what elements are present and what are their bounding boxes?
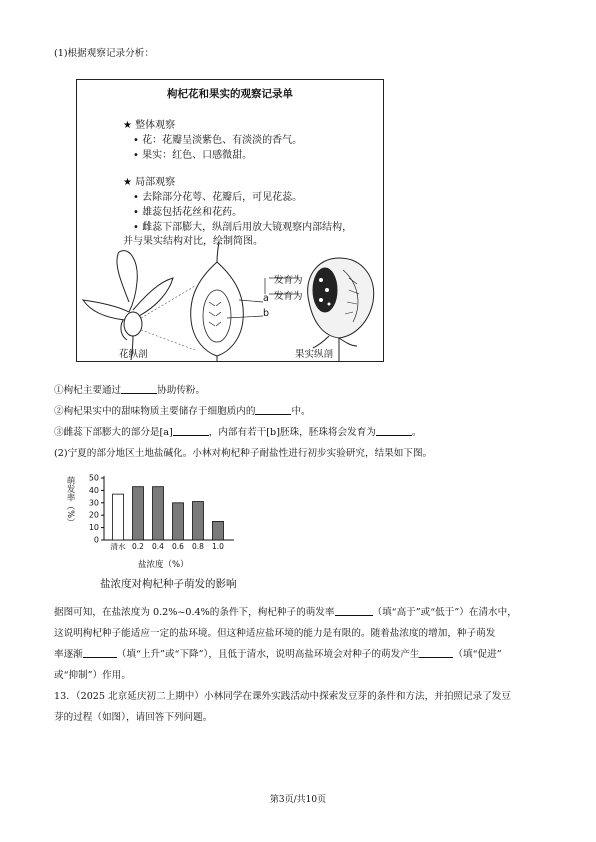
q1-item-1-post: 协助传粉。 — [157, 385, 206, 396]
y-tick-label: 50 — [88, 473, 99, 483]
y-tick-label: 30 — [88, 498, 99, 508]
q2-l3-post: （填“促进” — [453, 649, 502, 660]
x-tick-label: 1.0 — [212, 542, 224, 551]
local-item-2: • 雄蕊包括花丝和花药。 — [133, 207, 243, 218]
bar-0.4 — [153, 487, 164, 540]
q13-line-2: 芽的过程（如图），请回答下列问题。 — [54, 712, 213, 723]
q13-line-1: 13．（2025 北京延庆初二上期中）小林同学在课外实践活动中探索发豆芽的条件和方法，并拍照记录了发豆 — [54, 691, 511, 702]
x-tick-label: 0.6 — [172, 542, 184, 551]
bar-1.0 — [213, 521, 224, 540]
record-title: 枸杞花和果实的观察记录单 — [167, 88, 293, 100]
local-item-3-continuation: 并与果实结构对比，绘制简图。 — [123, 236, 263, 247]
observation-record-sheet — [76, 79, 384, 362]
bar-0.6 — [173, 503, 184, 540]
page-footer: 第3页/共10页 — [269, 795, 327, 805]
q2-text-line-1 — [54, 606, 517, 619]
q1-item-3-mid: ，内部有若干[b]胚珠，胚珠将会发育为 — [208, 427, 376, 438]
q2-l3-mid: （填“上升”或“下降”），且低于清水，说明高盐环境会对种子的萌发产生 — [116, 649, 420, 660]
bar-清水 — [113, 494, 124, 540]
answer-blank-ovary[interactable] — [173, 426, 209, 436]
chart-ylabel: 萌发率（%） — [65, 476, 75, 527]
q1-intro: (1)根据观察记录分析： — [54, 48, 154, 59]
label-b: b — [263, 308, 270, 319]
y-tick-label: 0 — [93, 535, 99, 545]
caption-flower-section: 花纵剖 — [119, 349, 148, 360]
q2-l1-pre: 据图可知，在盐浓度为 0.2%~0.4%的条件下，枸杞种子的萌发率 — [54, 607, 335, 618]
x-tick-label: 清水 — [110, 542, 126, 551]
bar-0.8 — [193, 502, 204, 540]
structure-diagram — [77, 242, 383, 362]
q1-item-1-pre: ①枸杞主要通过 — [54, 385, 122, 396]
q1-item-2-post: 中。 — [291, 406, 311, 417]
answer-blank-effect[interactable] — [419, 648, 453, 658]
q1-item-2 — [54, 405, 311, 418]
ovary-section-drawing — [191, 242, 244, 362]
q2-text-line-4: 或“抑制”）作用。 — [54, 670, 131, 681]
x-tick-label: 0.8 — [192, 542, 204, 551]
answer-blank-compare[interactable] — [335, 606, 373, 616]
label-a: a — [263, 293, 269, 304]
flower-section-drawing — [83, 251, 173, 360]
y-tick-label: 10 — [88, 523, 99, 533]
y-tick-label: 40 — [88, 485, 99, 495]
local-item-3: • 雌蕊下部膨大，纵剖后用放大镜观察内部结构， — [133, 222, 353, 233]
overall-item-flower: • 花：花瓣呈淡紫色、有淡淡的香气。 — [133, 135, 303, 146]
bar-0.2 — [133, 487, 144, 540]
germination-chart — [60, 470, 260, 594]
develop-label-1: 发育为 — [274, 275, 303, 286]
q2-text-line-2: 这说明枸杞种子能适应一定的盐环境。但这种适应盐环境的能力是有限的。随着盐浓度的增加，种子萌发 — [54, 628, 496, 639]
local-item-1: • 去除部分花萼、花瓣后，可见花蕊。 — [133, 192, 303, 203]
q2-l1-post: （填“高于”或“低于”）在清水中， — [372, 607, 517, 618]
q1-item-1 — [54, 384, 205, 397]
q1-item-2-pre: ②枸杞果实中的甜味物质主要储存于细胞质内的 — [54, 406, 256, 417]
chart-xlabel: 盐浓度（%） — [138, 560, 189, 570]
answer-blank-pollinator[interactable] — [121, 384, 157, 394]
x-tick-label: 0.2 — [132, 542, 144, 551]
local-heading: ★ 局部观察 — [123, 177, 176, 188]
q1-item-3 — [54, 426, 421, 439]
y-tick-label: 20 — [88, 510, 99, 520]
q1-item-3-post: 。 — [411, 427, 422, 438]
develop-label-2: 发育为 — [274, 291, 303, 302]
answer-blank-ovule-fate[interactable] — [376, 426, 412, 436]
overall-item-fruit: • 果实：红色、口感微甜。 — [133, 150, 253, 161]
q2-text-line-3 — [54, 648, 502, 661]
overall-heading: ★ 整体观察 — [123, 120, 176, 131]
q2-l3-pre: 率逐渐 — [54, 649, 83, 660]
q2-intro: (2)宁夏的部分地区土地盐碱化。小林对枸杞种子耐盐性进行初步实验研究，结果如下图。 — [54, 448, 433, 459]
answer-blank-organelle[interactable] — [255, 405, 291, 415]
caption-fruit-section: 果实纵剖 — [295, 349, 334, 360]
chart-title: 盐浓度对枸杞种子萌发的影响 — [100, 578, 237, 590]
x-tick-label: 0.4 — [152, 542, 164, 551]
answer-blank-trend[interactable] — [83, 648, 117, 658]
q1-item-3-pre: ③雌蕊下部膨大的部分是[a] — [54, 427, 173, 438]
